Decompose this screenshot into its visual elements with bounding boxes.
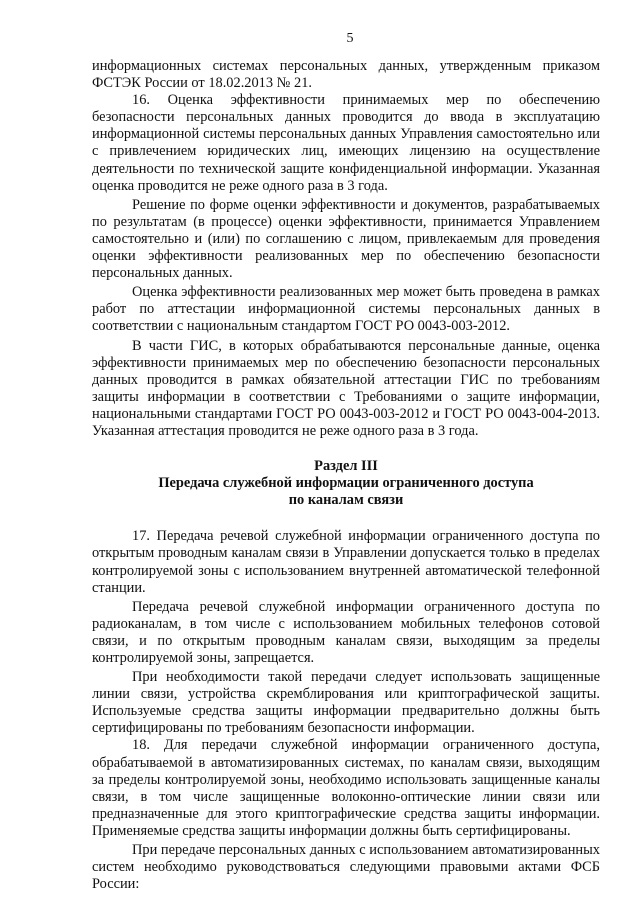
section-title-line-1: Передача служебной информации ограниченного доступа xyxy=(158,475,534,492)
body-text-after xyxy=(92,528,600,893)
paragraph-fsb-acts: При передаче персональных данных с использованием автоматизированных систем необходимо руководствоваться следующими правовыми актами ФСБ России: xyxy=(92,842,600,893)
paragraph-attestation-option: Оценка эффективности реализованных мер может быть проведена в рамках работ по аттестации информационной системы персональных данных в соответствии с национальным стандартом ГОСТ РО 0043-003-2012. xyxy=(92,284,600,335)
paragraph-item-18: 18. Для передачи служебной информации ограниченного доступа, обрабатываемой в автоматизированных системах, по каналам связи, выходящим за пределы контролируемой зоны, необходимо использовать защищенные каналы связи, в том числе защищенные волоконно-оптические линии связи или предназначенные для этого криптографические средства защиты информации. Применяемые средства защиты информации должны быть сертифицированы. xyxy=(92,737,600,839)
paragraph-protected-lines: При необходимости такой передачи следует использовать защищенные линии связи, устройства скремблирования или криптографической защиты. Используемые средства защиты информации предварительно должны быть сертифицированы по требованиям безопасности информации. xyxy=(92,669,600,737)
body-text-before xyxy=(92,58,600,440)
paragraph-item-16: 16. Оценка эффективности принимаемых мер по обеспечению безопасности персональных данных проводится до ввода в эксплуатацию информационной системы персональных данных Управления самостоятельно или с привлечением юридических лиц, имеющих лицензию на осуществление деятельности по технической защите конфиденциальной информации. Указанная оценка проводится не реже одного раза в 3 года. xyxy=(92,92,600,194)
section-title-line-2: по каналам связи xyxy=(288,492,404,509)
section-heading xyxy=(92,458,600,509)
page-number: 5 xyxy=(346,31,354,46)
paragraph-radio-prohibition: Передача речевой служебной информации ограниченного доступа по радиоканалам, в том числе с использованием мобильных телефонов сотовой связи, и по открытым проводным каналам связи, выходящим за пределы контролируемой зоны, запрещается. xyxy=(92,598,600,666)
paragraph-continuation: информационных системах персональных данных, утвержденным приказом ФСТЭК России от 18.02.2013 № 21. xyxy=(92,58,600,92)
section-label: Раздел III xyxy=(314,458,378,475)
paragraph-item-17: 17. Передача речевой служебной информации ограниченного доступа по открытым проводным каналам связи в Управлении допускается только в пределах контролируемой зоны с использованием внутренней автоматической телефонной станции. xyxy=(92,528,600,596)
heading-spacer xyxy=(92,509,600,528)
paragraph-gis-attestation: В части ГИС, в которых обрабатываются персональные данные, оценка эффективности принимаемых мер по обеспечению безопасности персональных данных проводится в рамках обязательной аттестации ГИС по требованиям защиты информации в соответствии с Требованиями о защите информации, национальными стандартами ГОСТ РО 0043-003-2012 и ГОСТ РО 0043-004-2013. Указанная аттестация проводится не реже одного раза в 3 года. xyxy=(92,337,600,439)
paragraph-evaluation-decision: Решение по форме оценки эффективности и документов, разрабатываемых по результатам (в процессе) оценки эффективности, принимается Управлением самостоятельно и (или) по соглашению с лицом, привлекаемым для проведения оценки эффективности реализованных мер по обеспечению безопасности персональных данных. xyxy=(92,196,600,282)
